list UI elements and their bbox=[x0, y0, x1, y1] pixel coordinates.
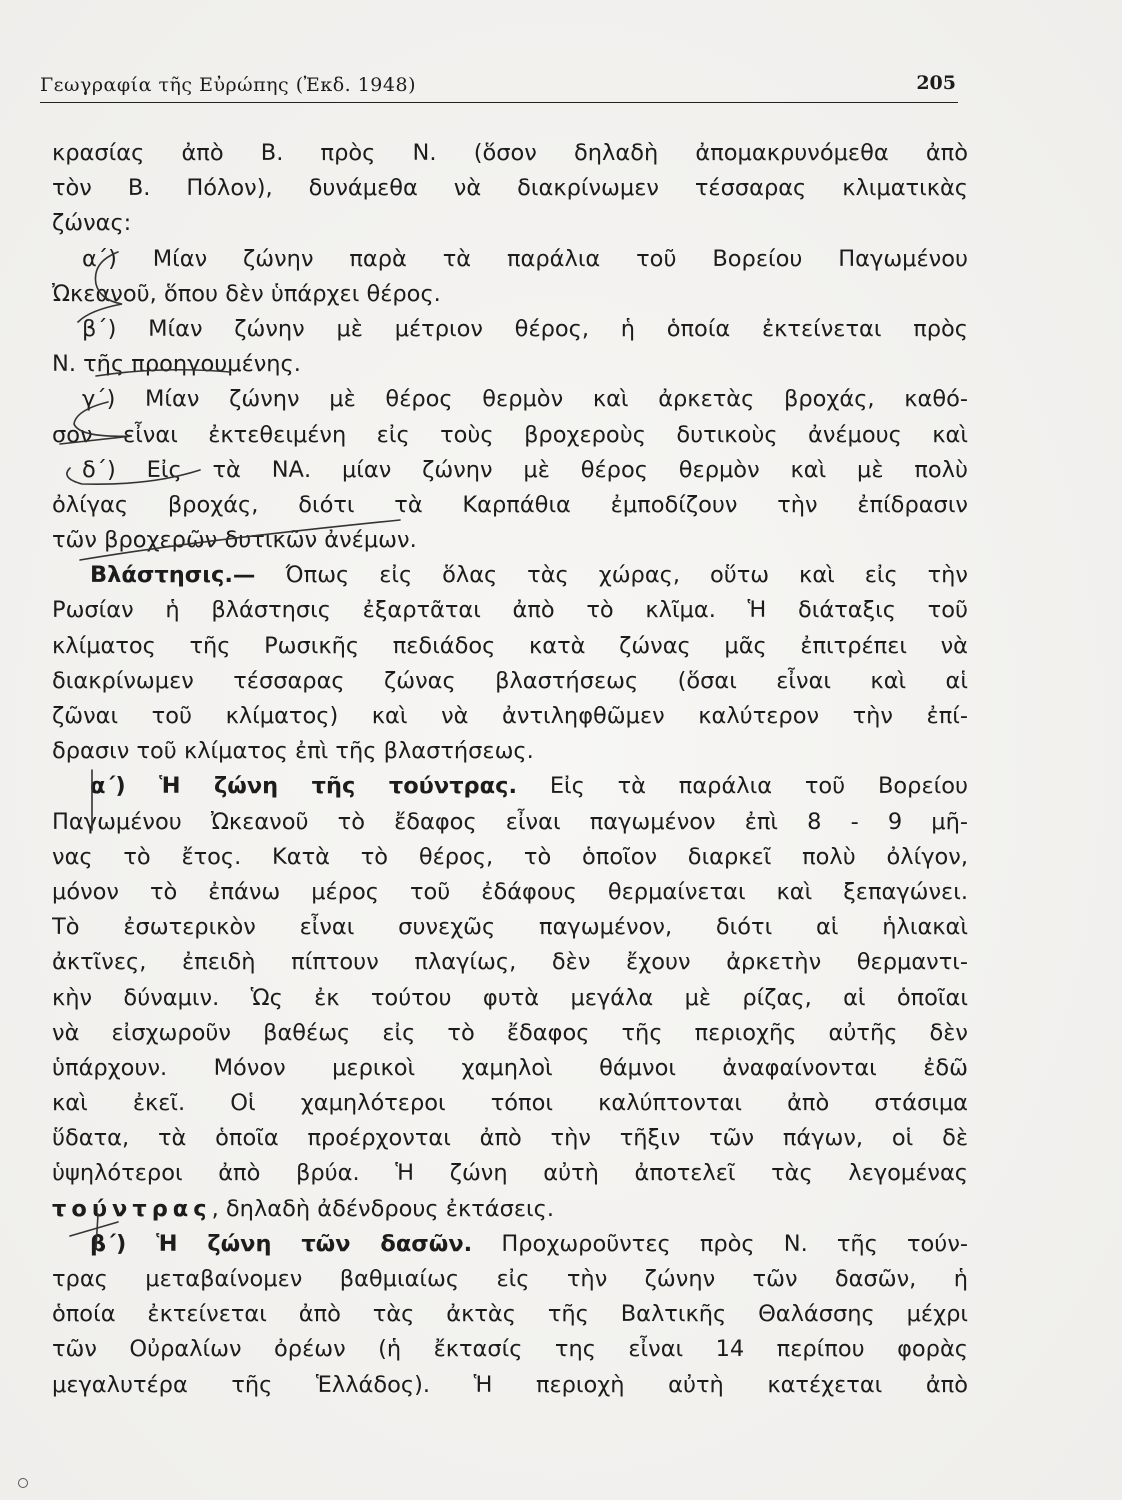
text-line: ζώνας: bbox=[52, 210, 132, 237]
text-line: νας τὸ ἔτος. Κατὰ τὸ θέρος, τὸ ὁποῖον διαρκεῖ πολὺ ὀλίγον, bbox=[52, 843, 968, 870]
text-line: Παγωμένου Ὠκεανοῦ τὸ ἔδαφος εἶναι παγωμένον ἐπὶ 8 - 9 μῆ- bbox=[52, 808, 968, 835]
text-line: ἀκτῖνες, ἐπειδὴ πίπτουν πλαγίως, δὲν ἔχουν ἀρκετὴν θερμαντι- bbox=[52, 949, 968, 976]
text-line: τῶν Οὐραλίων ὀρέων (ἡ ἔκτασίς της εἶναι 14 περίπου φορὰς bbox=[52, 1336, 968, 1363]
text-line: α΄) Μίαν ζώνην παρὰ τὰ παράλια τοῦ Βορείου Παγωμένου bbox=[82, 245, 968, 272]
text-line: δρασιν τοῦ κλίματος ἐπὶ τῆς βλαστήσεως. bbox=[52, 738, 534, 765]
text-line: ὁποία ἐκτείνεται ἀπὸ τὰς ἀκτὰς τῆς Βαλτικῆς Θαλάσσης μέχρι bbox=[52, 1301, 968, 1328]
text-line: ὕδατα, τὰ ὁποῖα προέρχονται ἀπὸ τὴν τῆξιν τῶν πάγων, οἱ δὲ bbox=[52, 1125, 968, 1152]
text-line: ὑπάρχουν. Μόνον μερικοὶ χαμηλοὶ θάμνοι ἀναφαίνονται ἐδῶ bbox=[52, 1054, 968, 1081]
section-heading-forest-zone: β΄) Ἡ ζώνη τῶν δασῶν. bbox=[90, 1230, 473, 1257]
text-line: τὸν Β. Πόλον), δυνάμεθα νὰ διακρίνωμεν τέσσαρας κλιματικὰς bbox=[52, 175, 968, 202]
text-line bbox=[52, 1227, 968, 1262]
text-line: κλίματος τῆς Ρωσικῆς πεδιάδος κατὰ ζώνας μᾶς ἐπιτρέπει νὰ bbox=[52, 632, 968, 659]
text-line: Ν. τῆς προηγουμένης. bbox=[52, 351, 301, 378]
text-line: ὀλίγας βροχάς, διότι τὰ Καρπάθια ἐμποδίζουν τὴν ἐπίδρασιν bbox=[52, 491, 968, 518]
text-line: κρασίας ἀπὸ Β. πρὸς Ν. (ὅσον δηλαδὴ ἀπομακρυνόμεθα ἀπὸ bbox=[52, 140, 968, 166]
text-line: β΄) Μίαν ζώνην μὲ μέτριον θέρος, ἡ ὁποία ἐκτείνεται πρὸς bbox=[82, 315, 968, 342]
section-heading-vegetation: Βλάστησις.— bbox=[90, 562, 256, 589]
text-line: Ρωσίαν ἡ βλάστησις ἐξαρτᾶται ἀπὸ τὸ κλῖμα. Ἡ διάταξις τοῦ bbox=[52, 597, 968, 624]
text-line: διακρίνωμεν τέσσαρας ζώνας βλαστήσεως (ὅσαι εἶναι καὶ αἱ bbox=[52, 667, 968, 694]
text-line bbox=[52, 558, 968, 593]
text-line: νὰ εἰσχωροῦν βαθέως εἰς τὸ ἔδαφος τῆς περιοχῆς αὐτῆς δὲν bbox=[52, 1019, 968, 1046]
text-run: Όπως εἰς ὅλας τὰς χώρας, οὕτω καὶ εἰς τὴν bbox=[285, 562, 968, 589]
page-header bbox=[40, 72, 958, 103]
text-line: Ὠκεανοῦ, ὅπου δὲν ὑπάρχει θέρος. bbox=[52, 280, 441, 307]
text-line: μεγαλυτέρα τῆς Ἑλλάδος). Ἡ περιοχὴ αὐτὴ κατέχεται ἀπὸ bbox=[52, 1371, 968, 1398]
spaced-term-tundra: τούντρας bbox=[52, 1195, 212, 1222]
text-line bbox=[52, 1192, 968, 1227]
text-line: Τὸ ἐσωτερικὸν εἶναι συνεχῶς παγωμένον, διότι αἱ ἡλιακαὶ bbox=[52, 914, 968, 941]
text-line: καὶ ἐκεῖ. Οἱ χαμηλότεροι τόποι καλύπτονται ἀπὸ στάσιμα bbox=[52, 1090, 968, 1117]
text-line: σον εἶναι ἐκτεθειμένη εἰς τοὺς βροχεροὺς δυτικοὺς ἀνέμους καὶ bbox=[52, 421, 968, 448]
text-line: τῶν βροχερῶν δυτικῶν ἀνέμων. bbox=[52, 527, 417, 554]
text-line: ζῶναι τοῦ κλίματος) καὶ νὰ ἀντιληφθῶμεν καλύτερον τὴν ἐπί- bbox=[52, 703, 968, 729]
text-run: Εἰς τὰ παράλια τοῦ Βορείου bbox=[549, 773, 968, 800]
running-title: Γεωγραφία τῆς Εὐρώπης (Ἐκδ. 1948) bbox=[40, 74, 416, 96]
body-text bbox=[52, 136, 968, 1403]
text-run: , δηλαδὴ ἀδένδρους ἐκτάσεις. bbox=[211, 1195, 554, 1222]
text-line: τρας μεταβαίνομεν βαθμιαίως εἰς τὴν ζώνην τῶν δασῶν, ἡ bbox=[52, 1266, 968, 1292]
text-line bbox=[52, 769, 968, 804]
page-number: 205 bbox=[916, 72, 956, 94]
text-run: Προχωροῦντες πρὸς Ν. τῆς τούν- bbox=[501, 1230, 968, 1257]
text-line: ὑψηλότεροι ἀπὸ βρύα. Ἡ ζώνη αὐτὴ ἀποτελεῖ τὰς λεγομένας bbox=[52, 1160, 968, 1187]
section-heading-tundra-zone: α΄) Ἡ ζώνη τῆς τούντρας. bbox=[90, 773, 518, 800]
text-line: μόνον τὸ ἐπάνω μέρος τοῦ ἐδάφους θερμαίνεται καὶ ξεπαγώνει. bbox=[52, 878, 968, 905]
text-line: δ΄) Εἰς τὰ ΝΑ. μίαν ζώνην μὲ θέρος θερμὸν καὶ μὲ πολὺ bbox=[82, 456, 968, 483]
text-line: γ΄) Μίαν ζώνην μὲ θέρος θερμὸν καὶ ἀρκετὰς βροχάς, καθό- bbox=[82, 386, 968, 413]
text-line: κὴν δύναμιν. Ὡς ἐκ τούτου φυτὰ μεγάλα μὲ ρίζας, αἱ ὁποῖαι bbox=[52, 984, 968, 1011]
punch-hole-dot bbox=[18, 1478, 28, 1488]
